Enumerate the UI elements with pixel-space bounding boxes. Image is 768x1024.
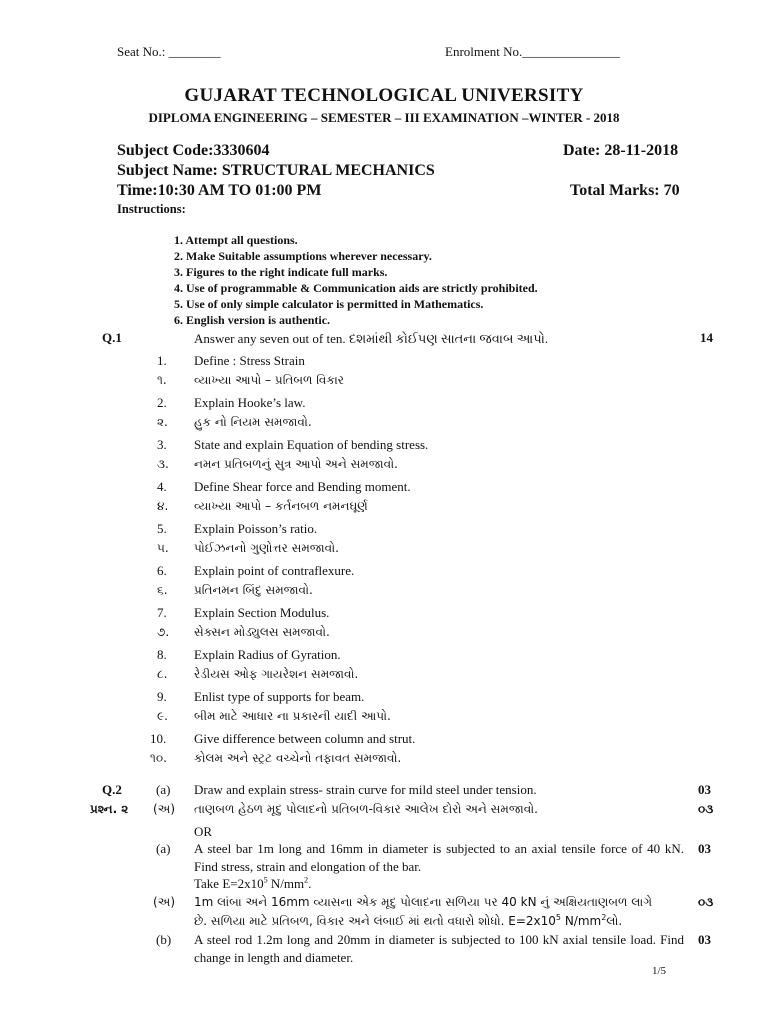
question-1-instruction: Answer any seven out of ten. દશમાંથી કોઈપણ સાતના જવાબ આપો. [194, 331, 549, 346]
q2-part-a-marks-gujarati: ૦૩ [698, 802, 714, 816]
q2-part-a-alt-take: Take $E=2x10^5$ $N/mm^2$. [194, 875, 312, 891]
q2-part-a-text-gujarati: તાણબળ હેઠળ મૃદુ પોલાદનો પ્રતિબળ-વિકાર આલેખ દોરો અને સમજાવો. [194, 802, 538, 816]
q1-item-english: State and explain Equation of bending stress. [194, 437, 429, 452]
q2-part-a-alt-marks-gujarati: ૦૩ [698, 895, 714, 909]
q1-item-number: 6. [157, 563, 167, 578]
q1-item-number: 8. [157, 647, 167, 662]
exam-time: Time:10:30 AM TO 01:00 PM [117, 182, 322, 199]
q1-item-gujarati: રેડીયસ ઓફ ગાયરેશન સમજાવો. [194, 667, 359, 681]
q1-item-gujarati: કોલમ અને સ્ટ્રટ વચ્ચેનો તફાવત સમજાવો. [194, 751, 402, 765]
seat-number-label: Seat No.: ________ [117, 44, 221, 59]
q2-part-a-alt-label: (a) [156, 841, 171, 856]
subject-name: Subject Name: STRUCTURAL MECHANICS [117, 162, 435, 179]
q1-item-english: Enlist type of supports for beam. [194, 689, 365, 704]
q1-item-gujarati: વ્યાખ્યા આપો – કર્તનબળ નમનઘૂર્ણ [194, 499, 368, 513]
question-1-label: Q.1 [102, 330, 122, 345]
exam-date: Date: 28-11-2018 [563, 142, 679, 159]
instruction-item: 2. Make Suitable assumptions wherever necessary. [174, 249, 432, 263]
q1-item-number-gujarati: ૪. [157, 499, 169, 513]
instruction-item: 4. Use of programmable & Communication aids are strictly prohibited. [174, 281, 538, 295]
instruction-item: 1. Attempt all questions. [174, 233, 298, 247]
question-2-label: Q.2 [102, 782, 122, 797]
q1-item-gujarati: નમન પ્રતિબળનું સુત્ર આપો અને સમજાવો. [194, 457, 398, 471]
q1-item-number-gujarati: ૧૦. [150, 751, 167, 765]
q2-part-a-text: Draw and explain stress- strain curve for mild steel under tension. [194, 782, 537, 797]
or-divider: OR [194, 824, 213, 839]
exam-title: DIPLOMA ENGINEERING – SEMESTER – III EXAMINATION –WINTER - 2018 [148, 110, 620, 125]
q1-item-number: 9. [157, 689, 167, 704]
instruction-item: 5. Use of only simple calculator is permitted in Mathematics. [174, 297, 484, 311]
q1-item-number-gujarati: ૮. [157, 667, 168, 681]
q2-part-a-label-gujarati: (અ) [153, 802, 176, 816]
q1-item-number-gujarati: ૨. [157, 415, 168, 429]
q2-part-b-marks: 03 [698, 932, 711, 947]
q1-item-english: Explain Radius of Gyration. [194, 647, 341, 662]
instruction-item: 6. English version is authentic. [174, 313, 331, 327]
subject-code: Subject Code:3330604 [117, 142, 270, 159]
q2-part-a-alt-text: A steel bar 1m long and 16mm in diameter is subjected to an axial tensile force of 40 kN. Find stress, strain and elongation of the bar. [194, 841, 684, 874]
q1-item-english: Define : Stress Strain [194, 353, 305, 368]
q1-item-english: Explain Poisson’s ratio. [194, 521, 318, 536]
q2-part-a-marks: 03 [698, 782, 711, 797]
q2-part-b-label: (b) [156, 932, 172, 947]
question-2-label-gujarati: પ્રશ્ન. ૨ [90, 802, 129, 816]
q1-item-english: Define Shear force and Bending moment. [194, 479, 411, 494]
q1-item-gujarati: બીમ માટે આધાર ના પ્રકારની યાદી આપો. [194, 709, 391, 723]
q2-part-a-alt-marks: 03 [698, 841, 711, 856]
q1-item-gujarati: સેક્સન મોડ્યુલસ સમજાવો. [194, 625, 330, 639]
total-marks: Total Marks: 70 [570, 182, 680, 199]
q1-item-english: Give difference between column and strut. [194, 731, 416, 746]
q1-item-gujarati: હુક નો નિયમ સમજાવો. [194, 415, 312, 429]
q1-item-number-gujarati: ૯. [157, 709, 168, 723]
enrolment-number-label: Enrolment No._______________ [445, 44, 620, 59]
q1-item-english: Explain point of contraflexure. [194, 563, 355, 578]
q1-item-number: 3. [157, 437, 167, 452]
q2-part-a-alt-label-gujarati: (અ) [153, 895, 176, 909]
q1-item-number-gujarati: ૧. [157, 373, 167, 387]
q2-part-a-alt-text-gujarati-line1: 1m લાંબા અને 16mm વ્યાસના એક મૃદુ પોલાદના સળિયા પર 40 kN નું અક્ષિયતાણબળ લાગે [194, 895, 652, 909]
instruction-item: 3. Figures to the right indicate full marks. [174, 265, 388, 279]
q1-item-number: 4. [157, 479, 167, 494]
q1-item-number: 10. [150, 731, 167, 746]
university-title: GUJARAT TECHNOLOGICAL UNIVERSITY [184, 85, 584, 106]
q1-item-english: Explain Hooke’s law. [194, 395, 306, 410]
q1-item-number-gujarati: ૩. [157, 457, 169, 471]
q1-item-english: Explain Section Modulus. [194, 605, 330, 620]
q1-item-number-gujarati: ૫. [157, 541, 169, 555]
q1-item-number: 2. [157, 395, 167, 410]
q1-item-number: 7. [157, 605, 167, 620]
q1-item-number-gujarati: ૬. [157, 583, 168, 597]
q1-item-number: 5. [157, 521, 167, 536]
q2-part-b-text: A steel rod 1.2m long and 20mm in diameter is subjected to 100 kN axial tensile load. Find change in length and diameter. [194, 932, 684, 965]
q1-item-number-gujarati: ૭. [157, 625, 170, 639]
instructions-title: Instructions: [117, 202, 186, 216]
q1-item-gujarati: વ્યાખ્યા આપો – પ્રતિબળ વિકાર [194, 373, 344, 387]
q1-item-gujarati: પ્રતિનમન બિંદુ સમજાવો. [194, 583, 313, 597]
q1-item-number: 1. [157, 353, 167, 368]
q2-part-a-label: (a) [156, 782, 171, 797]
q2-part-a-alt-text-gujarati-line2: છે. સળિયા માટે પ્રતિબળ, વિકાર અને લંબાઈ માં થતો વધારો શોધો. $E=2x10^5$ $N/mm^2લો$. [194, 913, 623, 928]
question-1-marks: 14 [700, 330, 713, 345]
q1-item-gujarati: પોઈઝનનો ગુણોત્તર સમજાવો. [194, 541, 339, 555]
page-number: 1/5 [652, 965, 667, 977]
